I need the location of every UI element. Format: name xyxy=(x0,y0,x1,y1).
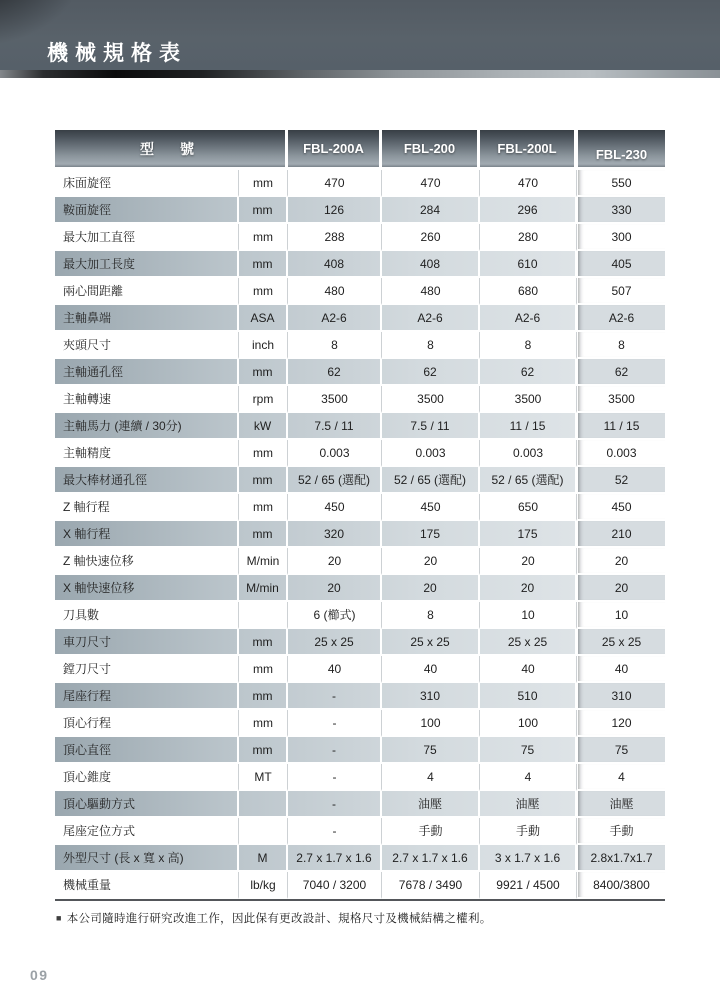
spec-value: 油壓 xyxy=(382,791,480,818)
spec-label: 機械重量 xyxy=(55,872,239,899)
spec-value: - xyxy=(288,791,382,818)
spec-value: 52 / 65 (選配) xyxy=(480,467,577,494)
spec-label: 刀具數 xyxy=(55,602,239,629)
spec-value: 8 xyxy=(288,332,382,359)
spec-label: 頂心直徑 xyxy=(55,737,239,764)
spec-value: A2-6 xyxy=(577,305,665,332)
table-row xyxy=(55,818,665,845)
spec-unit: mm xyxy=(239,656,288,683)
spec-value: 油壓 xyxy=(577,791,665,818)
table-header-row xyxy=(55,130,665,170)
spec-label: X 軸行程 xyxy=(55,521,239,548)
spec-value: 100 xyxy=(480,710,577,737)
table-row xyxy=(55,197,665,224)
spec-value: 9921 / 4500 xyxy=(480,872,577,899)
spec-value: 3500 xyxy=(382,386,480,413)
spec-value: 8 xyxy=(480,332,577,359)
spec-label: 最大加工直徑 xyxy=(55,224,239,251)
spec-value: 20 xyxy=(480,548,577,575)
spec-value: 470 xyxy=(480,170,577,197)
spec-label: 車刀尺寸 xyxy=(55,629,239,656)
table-row xyxy=(55,278,665,305)
spec-value: 450 xyxy=(577,494,665,521)
spec-label: X 軸快速位移 xyxy=(55,575,239,602)
table-row xyxy=(55,575,665,602)
spec-value: 11 / 15 xyxy=(480,413,577,440)
spec-unit: mm xyxy=(239,710,288,737)
spec-value: 20 xyxy=(288,548,382,575)
spec-value: 126 xyxy=(288,197,382,224)
spec-value: 405 xyxy=(577,251,665,278)
spec-unit xyxy=(239,602,288,629)
spec-table xyxy=(55,130,665,901)
page-title: 機械規格表 xyxy=(47,42,187,65)
spec-value: 8 xyxy=(382,332,480,359)
spec-value: 0.003 xyxy=(480,440,577,467)
table-row xyxy=(55,521,665,548)
spec-value: 320 xyxy=(288,521,382,548)
spec-value: 120 xyxy=(577,710,665,737)
spec-value: 288 xyxy=(288,224,382,251)
spec-value: 25 x 25 xyxy=(480,629,577,656)
spec-value: 40 xyxy=(382,656,480,683)
table-row xyxy=(55,872,665,899)
spec-value: 3500 xyxy=(480,386,577,413)
spec-value: 25 x 25 xyxy=(577,629,665,656)
spec-value: 52 / 65 (選配) xyxy=(382,467,480,494)
spec-value: 20 xyxy=(577,575,665,602)
spec-value: 480 xyxy=(382,278,480,305)
spec-unit: rpm xyxy=(239,386,288,413)
spec-value: 62 xyxy=(382,359,480,386)
spec-value: A2-6 xyxy=(480,305,577,332)
spec-value: 52 xyxy=(577,467,665,494)
spec-value: 3 x 1.7 x 1.6 xyxy=(480,845,577,872)
spec-unit: mm xyxy=(239,737,288,764)
spec-value: 62 xyxy=(577,359,665,386)
spec-value: A2-6 xyxy=(288,305,382,332)
table-row xyxy=(55,251,665,278)
spec-unit: M/min xyxy=(239,575,288,602)
spec-unit: M xyxy=(239,845,288,872)
spec-value: 40 xyxy=(480,656,577,683)
spec-value: 3500 xyxy=(577,386,665,413)
spec-value: 510 xyxy=(480,683,577,710)
spec-value: 0.003 xyxy=(382,440,480,467)
spec-value: 280 xyxy=(480,224,577,251)
spec-value: 75 xyxy=(480,737,577,764)
spec-label: 兩心間距離 xyxy=(55,278,239,305)
spec-value: - xyxy=(288,710,382,737)
spec-unit: mm xyxy=(239,440,288,467)
table-row xyxy=(55,440,665,467)
spec-label: 夾頭尺寸 xyxy=(55,332,239,359)
spec-label: Z 軸快速位移 xyxy=(55,548,239,575)
table-row xyxy=(55,548,665,575)
spec-unit: mm xyxy=(239,629,288,656)
spec-unit: mm xyxy=(239,278,288,305)
spec-value: 手動 xyxy=(577,818,665,845)
spec-value: 油壓 xyxy=(480,791,577,818)
spec-value: 8400/3800 xyxy=(577,872,665,899)
page-number: 09 xyxy=(30,967,49,983)
spec-unit: mm xyxy=(239,197,288,224)
spec-unit: kW xyxy=(239,413,288,440)
spec-label: 主軸轉速 xyxy=(55,386,239,413)
spec-label: 主軸鼻端 xyxy=(55,305,239,332)
spec-unit: MT xyxy=(239,764,288,791)
spec-unit: mm xyxy=(239,521,288,548)
spec-value: 3500 xyxy=(288,386,382,413)
spec-unit: mm xyxy=(239,467,288,494)
spec-value: 470 xyxy=(288,170,382,197)
spec-value: 25 x 25 xyxy=(288,629,382,656)
spec-value: - xyxy=(288,683,382,710)
column-header-fbl-200l: FBL-200L xyxy=(480,130,577,170)
spec-value: 2.7 x 1.7 x 1.6 xyxy=(382,845,480,872)
spec-value: 260 xyxy=(382,224,480,251)
spec-label: 最大棒材通孔徑 xyxy=(55,467,239,494)
spec-value: 8 xyxy=(382,602,480,629)
spec-value: 25 x 25 xyxy=(382,629,480,656)
spec-value: 6 (櫛式) xyxy=(288,602,382,629)
spec-value: - xyxy=(288,737,382,764)
table-row xyxy=(55,224,665,251)
spec-value: - xyxy=(288,764,382,791)
spec-value: 75 xyxy=(577,737,665,764)
spec-value: 20 xyxy=(577,548,665,575)
spec-value: 300 xyxy=(577,224,665,251)
table-row xyxy=(55,656,665,683)
spec-unit: mm xyxy=(239,224,288,251)
spec-unit: ASA xyxy=(239,305,288,332)
spec-label: 鏜刀尺寸 xyxy=(55,656,239,683)
spec-label: 鞍面旋徑 xyxy=(55,197,239,224)
spec-value: 296 xyxy=(480,197,577,224)
spec-label: 最大加工長度 xyxy=(55,251,239,278)
spec-value: 175 xyxy=(382,521,480,548)
spec-unit xyxy=(239,791,288,818)
spec-value: 330 xyxy=(577,197,665,224)
spec-label: 頂心驅動方式 xyxy=(55,791,239,818)
spec-value: 450 xyxy=(288,494,382,521)
column-header-fbl-200a: FBL-200A xyxy=(288,130,382,170)
spec-value: 4 xyxy=(480,764,577,791)
spec-value: 175 xyxy=(480,521,577,548)
spec-label: 主軸精度 xyxy=(55,440,239,467)
spec-label: Z 軸行程 xyxy=(55,494,239,521)
table-row xyxy=(55,332,665,359)
spec-value: 20 xyxy=(480,575,577,602)
spec-value: 7.5 / 11 xyxy=(382,413,480,440)
table-row xyxy=(55,359,665,386)
spec-value: 470 xyxy=(382,170,480,197)
spec-value: 75 xyxy=(382,737,480,764)
spec-unit: mm xyxy=(239,251,288,278)
spec-unit: lb/kg xyxy=(239,872,288,899)
spec-value: 680 xyxy=(480,278,577,305)
spec-label: 尾座行程 xyxy=(55,683,239,710)
spec-value: 20 xyxy=(382,548,480,575)
spec-value: 408 xyxy=(382,251,480,278)
spec-value: 2.7 x 1.7 x 1.6 xyxy=(288,845,382,872)
table-row xyxy=(55,467,665,494)
spec-value: 7.5 / 11 xyxy=(288,413,382,440)
spec-unit: mm xyxy=(239,494,288,521)
spec-label: 床面旋徑 xyxy=(55,170,239,197)
spec-value: 610 xyxy=(480,251,577,278)
spec-value: 20 xyxy=(382,575,480,602)
table-row xyxy=(55,683,665,710)
spec-unit: mm xyxy=(239,683,288,710)
spec-value: 10 xyxy=(480,602,577,629)
spec-value: 7678 / 3490 xyxy=(382,872,480,899)
footnote-text: 本公司隨時進行研究改進工作，因此保有更改設計、規格尺寸及機械結構之權利。 xyxy=(66,913,492,925)
spec-value: 手動 xyxy=(480,818,577,845)
spec-value: 4 xyxy=(382,764,480,791)
column-header-fbl-230: FBL-230 xyxy=(577,130,665,170)
table-row xyxy=(55,602,665,629)
column-header-fbl-200: FBL-200 xyxy=(382,130,480,170)
spec-unit: mm xyxy=(239,359,288,386)
spec-value: 0.003 xyxy=(288,440,382,467)
table-row xyxy=(55,710,665,737)
spec-label: 尾座定位方式 xyxy=(55,818,239,845)
content-area xyxy=(0,78,720,926)
spec-label: 頂心行程 xyxy=(55,710,239,737)
spec-unit: inch xyxy=(239,332,288,359)
spec-value: 2.8x1.7x1.7 xyxy=(577,845,665,872)
footnote-bullet-icon: ■ xyxy=(56,913,62,923)
table-row xyxy=(55,170,665,197)
spec-value: 52 / 65 (選配) xyxy=(288,467,382,494)
column-header-model: 型 號 xyxy=(55,130,288,170)
spec-value: 手動 xyxy=(382,818,480,845)
spec-value: 210 xyxy=(577,521,665,548)
table-row xyxy=(55,845,665,872)
spec-value: 480 xyxy=(288,278,382,305)
banner-strip xyxy=(0,70,720,78)
spec-value: 7040 / 3200 xyxy=(288,872,382,899)
table-row xyxy=(55,791,665,818)
spec-unit xyxy=(239,818,288,845)
table-row xyxy=(55,386,665,413)
spec-value: 62 xyxy=(480,359,577,386)
spec-value: 100 xyxy=(382,710,480,737)
spec-value: 310 xyxy=(577,683,665,710)
spec-label: 主軸通孔徑 xyxy=(55,359,239,386)
spec-value: 650 xyxy=(480,494,577,521)
spec-value: 0.003 xyxy=(577,440,665,467)
spec-value: 11 / 15 xyxy=(577,413,665,440)
spec-value: 408 xyxy=(288,251,382,278)
spec-value: 40 xyxy=(288,656,382,683)
table-row xyxy=(55,629,665,656)
spec-value: 20 xyxy=(288,575,382,602)
page-banner xyxy=(0,0,720,70)
spec-value: 450 xyxy=(382,494,480,521)
table-row xyxy=(55,305,665,332)
spec-value: 284 xyxy=(382,197,480,224)
spec-value: 550 xyxy=(577,170,665,197)
spec-value: 8 xyxy=(577,332,665,359)
table-row xyxy=(55,737,665,764)
spec-label: 主軸馬力 (連續 / 30分) xyxy=(55,413,239,440)
spec-value: - xyxy=(288,818,382,845)
spec-value: 62 xyxy=(288,359,382,386)
spec-value: 10 xyxy=(577,602,665,629)
spec-unit: M/min xyxy=(239,548,288,575)
spec-unit: mm xyxy=(239,170,288,197)
spec-value: 507 xyxy=(577,278,665,305)
footnote xyxy=(56,910,665,926)
table-row xyxy=(55,494,665,521)
spec-value: 40 xyxy=(577,656,665,683)
spec-label: 外型尺寸 (長 x 寬 x 高) xyxy=(55,845,239,872)
spec-label: 頂心錐度 xyxy=(55,764,239,791)
table-row xyxy=(55,764,665,791)
spec-value: 4 xyxy=(577,764,665,791)
spec-value: 310 xyxy=(382,683,480,710)
spec-value: A2-6 xyxy=(382,305,480,332)
table-row xyxy=(55,413,665,440)
